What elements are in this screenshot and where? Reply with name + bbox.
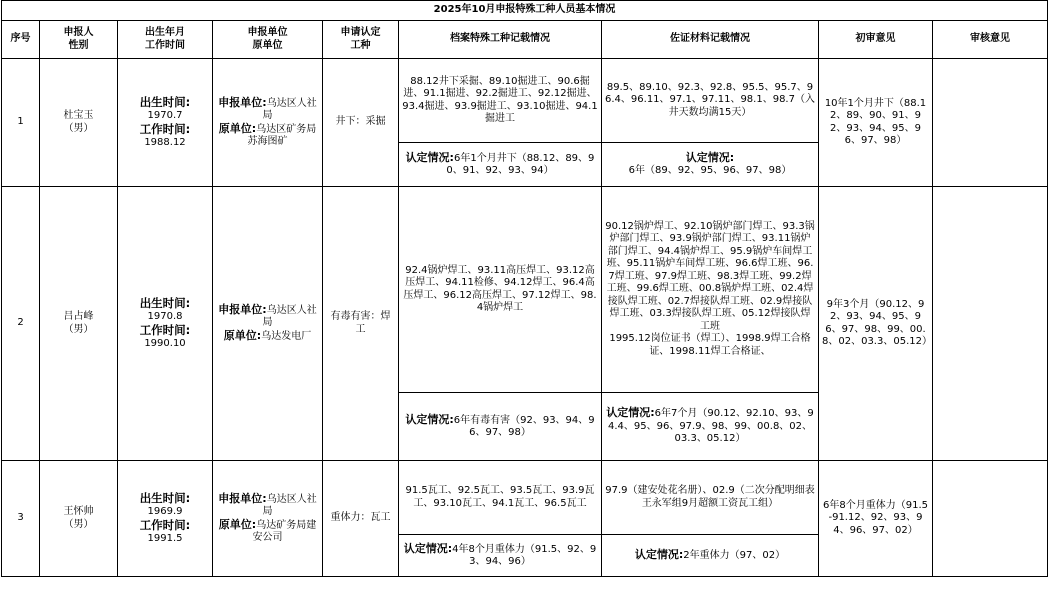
- sheet-title: 2025年10月申报特殊工种人员基本情况: [2, 1, 1048, 21]
- header-dates-line2: 工作时间: [145, 39, 185, 51]
- header-evidence: 佐证材料记载情况: [602, 21, 819, 59]
- header-initial: 初审意见: [819, 21, 933, 59]
- row-units: [213, 59, 323, 187]
- header-review: 审核意见: [933, 21, 1048, 59]
- header-archive: 档案特殊工种记载情况: [399, 21, 602, 59]
- row-dates: [118, 187, 213, 461]
- review-opinion: [933, 187, 1048, 461]
- row-seq: 3: [2, 461, 40, 577]
- birth-value: 1969.9: [147, 506, 183, 517]
- declare-unit-value: 乌达区人社局: [262, 493, 317, 517]
- table-row: [2, 187, 1048, 393]
- archive-record: 88.12井下采掘、89.10掘进工、90.6掘进、91.1掘进、92.2掘进工、92.12掘进、93.4掘进、93.9掘进工、93.10掘进、94.1掘进工: [399, 59, 602, 143]
- header-person: [40, 21, 118, 59]
- header-person-line1: 申报人: [63, 27, 94, 38]
- initial-opinion: 10年1个月井下（88.12、89、90、91、92、93、94、95、96、97、98）: [819, 59, 933, 187]
- orig-unit-value: 乌达矿务局建安公司: [252, 519, 317, 543]
- verify-label: 认定情况:: [405, 412, 454, 426]
- person-name: 吕占峰: [63, 311, 94, 322]
- birth-label: 出生时间:: [139, 490, 191, 505]
- header-person-line2: 性别: [68, 39, 89, 51]
- work-value: 1990.10: [144, 338, 186, 349]
- declare-unit-value: 乌达区人社局: [262, 97, 317, 121]
- initial-opinion: 6年8个月重体力（91.5-91.12、92、93、94、96、97、02）: [819, 461, 933, 577]
- row-job-type: 有毒有害：焊工: [323, 187, 399, 461]
- orig-unit-value: 乌达发电厂: [261, 330, 312, 342]
- archive-record: 92.4锅炉焊工、93.11高压焊工、93.12高压焊工、94.11检修、94.12焊工、96.4高压焊工、96.12高压焊工、97.12焊工、98.4锅炉焊工: [399, 187, 602, 393]
- declare-unit-label: 申报单位:: [218, 491, 267, 505]
- birth-value: 1970.7: [147, 110, 183, 121]
- archive-verify: [399, 393, 602, 461]
- evidence-record-text: 90.12锅炉焊工、92.10锅炉部门焊工、93.3锅炉部门焊工、93.9锅炉部门焊工、93.11锅炉部门焊工、94.4锅炉焊工、95.9锅炉车间焊工班、95.11锅炉车间焊工班、96.6焊工班、96.7焊工班、97.9焊工班、98.3焊工班、99.2焊工班、99.6焊工班、00.8锅炉焊工班、02.4焊接队焊工班、02.7焊接队焊工班、02.9焊接队焊工班、03.3焊接队焊工班、05.12焊接队焊工班: [605, 220, 815, 332]
- row-person: [40, 187, 118, 461]
- archive-verify-value: 4年8个月重体力（91.5、92、93、94、96）: [452, 543, 597, 567]
- initial-opinion: 9年3个月（90.12、92、93、94、95、96、97、98、99、00.8、02、03.3、05.12）: [819, 187, 933, 461]
- birth-value: 1970.8: [147, 311, 183, 322]
- evidence-record: [602, 187, 819, 393]
- row-dates: [118, 461, 213, 577]
- verify-label: 认定情况:: [685, 150, 735, 164]
- evidence-record: 97.9（建安处花名册）、02.9（二次分配明细表王永军组9月超额工资瓦工组）: [602, 461, 819, 535]
- orig-unit-value: 乌达区矿务局苏海图矿: [247, 123, 317, 147]
- declare-unit-label: 申报单位:: [218, 302, 267, 316]
- declaration-table: [1, 0, 1048, 577]
- row-seq: 2: [2, 187, 40, 461]
- birth-label: 出生时间:: [139, 295, 191, 310]
- row-seq: 1: [2, 59, 40, 187]
- orig-unit-label: 原单位:: [223, 328, 262, 342]
- evidence-verify-value: 6年（89、92、95、96、97、98）: [628, 165, 792, 176]
- person-gender: （男）: [63, 323, 94, 335]
- row-person: [40, 59, 118, 187]
- header-type-line2: 工种: [350, 39, 371, 51]
- evidence-verify: [602, 393, 819, 461]
- table-row: [2, 461, 1048, 535]
- row-job-type: 重体力：瓦工: [323, 461, 399, 577]
- verify-label: 认定情况:: [403, 541, 453, 555]
- review-opinion: [933, 461, 1048, 577]
- archive-verify-value: 6年有毒有害（92、93、94、96、97、98）: [453, 414, 595, 438]
- evidence-verify-value: 6年7个月（90.12、92.10、93、94.4、95、96、97.9、98、99、00.8、02、03.3、05.12）: [607, 408, 814, 445]
- person-gender: （男）: [63, 518, 94, 530]
- row-job-type: 井下：采掘: [323, 59, 399, 187]
- evidence-verify: [602, 535, 819, 577]
- header-unit: [213, 21, 323, 59]
- row-units: [213, 461, 323, 577]
- archive-record: 91.5瓦工、92.5瓦工、93.5瓦工、93.9瓦工、93.10瓦工、94.1瓦工、96.5瓦工: [399, 461, 602, 535]
- archive-verify: [399, 535, 602, 577]
- evidence-verify: [602, 143, 819, 187]
- work-label: 工作时间:: [139, 322, 191, 337]
- verify-label: 认定情况:: [634, 547, 684, 561]
- birth-label: 出生时间:: [139, 94, 191, 109]
- header-type: [323, 21, 399, 59]
- evidence-verify-value: 2年重体力（97、02）: [683, 549, 786, 561]
- evidence-record-certs: 1995.12岗位证书（焊工）、1998.9焊工合格证、1998.11焊工合格证、: [609, 333, 811, 357]
- table-row: [2, 59, 1048, 143]
- verify-label: 认定情况:: [606, 406, 655, 420]
- verify-label: 认定情况:: [405, 150, 454, 164]
- archive-verify: [399, 143, 602, 187]
- header-dates-line1: 出生年月: [145, 27, 185, 38]
- work-label: 工作时间:: [139, 121, 191, 136]
- orig-unit-label: 原单位:: [218, 517, 257, 531]
- header-dates: [118, 21, 213, 59]
- header-seq: 序号: [2, 21, 40, 59]
- person-name: 杜宝玉: [63, 110, 94, 121]
- declare-unit-label: 申报单位:: [218, 95, 267, 109]
- review-opinion: [933, 59, 1048, 187]
- archive-verify-value: 6年1个月井下（88.12、89、90、91、92、93、94）: [446, 152, 595, 176]
- person-gender: （男）: [63, 122, 94, 134]
- evidence-record: 89.5、89.10、92.3、92.8、95.5、95.7、96.4、96.11、97.1、97.11、98.1、98.7（入井天数均满15天）: [602, 59, 819, 143]
- row-person: [40, 461, 118, 577]
- work-label: 工作时间:: [139, 517, 191, 532]
- declare-unit-value: 乌达区人社局: [262, 304, 317, 329]
- header-type-line1: 申请认定: [340, 27, 381, 38]
- person-name: 王怀帅: [63, 506, 94, 517]
- orig-unit-label: 原单位:: [218, 121, 257, 135]
- work-value: 1988.12: [144, 137, 186, 148]
- row-units: [213, 187, 323, 461]
- row-dates: [118, 59, 213, 187]
- header-unit-line2: 原单位: [252, 39, 283, 51]
- header-unit-line1: 申报单位: [247, 27, 288, 38]
- work-value: 1991.5: [147, 533, 183, 544]
